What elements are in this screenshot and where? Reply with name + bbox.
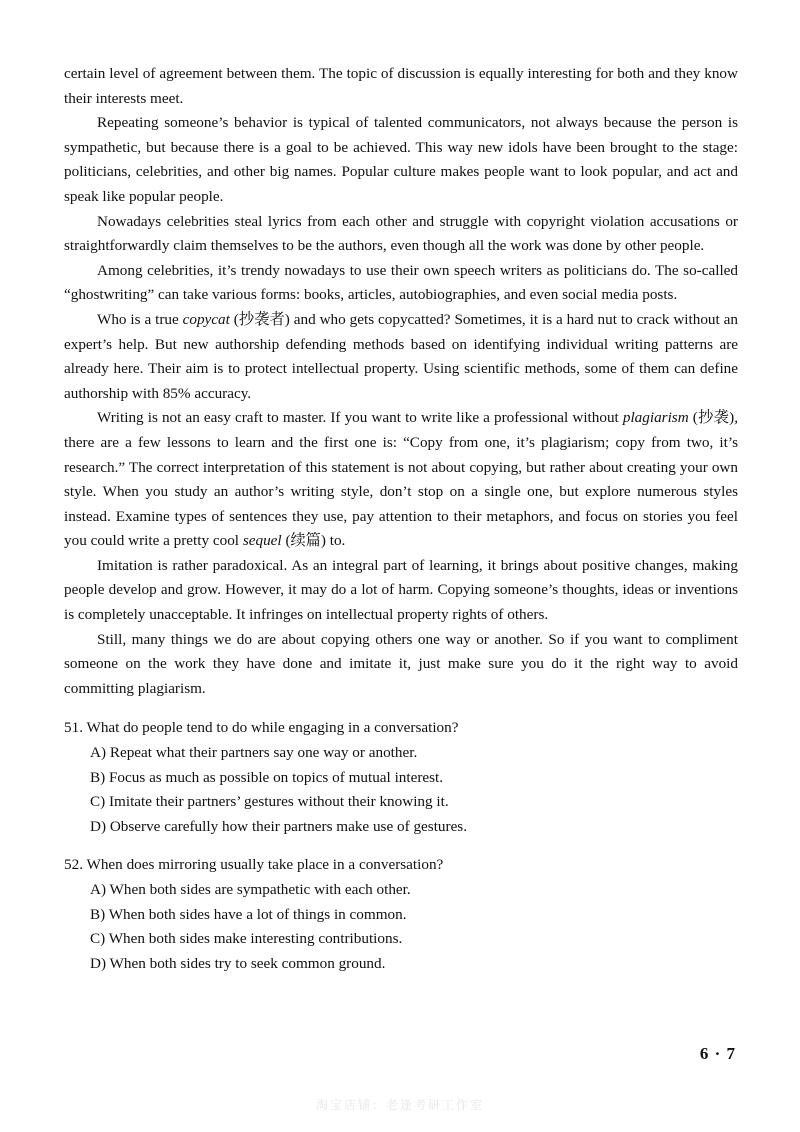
question-52 [64,853,738,976]
term-sequel: sequel [242,532,282,550]
paragraph-4: Among celebrities, it’s trendy nowadays to use their own speech writers as politicians do. The so-called “ghostwriting” can take various forms: books, articles, autobiographies, and even social media posts. [64,261,738,304]
paragraph-5 [64,308,738,406]
option-d: D) Observe carefully how their partners make use of gestures. [90,817,468,835]
paragraph-5-text-a: Who is a true [97,310,183,328]
option-a: A) Repeat what their partners say one way or another. [90,744,418,762]
paragraph-5-text-b: (抄袭者) and who gets copycatted? Sometimes, it is a hard nut to crack without an expert’s help. But new authorship defending methods based on identifying individual writing patterns are already here. Their aim is to protect intellectual property. Using scientific methods, some of them can define authorship with 85% accuracy. [64,310,738,402]
option-b: B) Focus as much as possible on topics of mutual interest. [90,768,444,786]
question-51 [64,716,738,839]
option-list [64,878,738,976]
questions-section [64,716,738,976]
document-page [64,62,738,990]
paragraph-2: Repeating someone’s behavior is typical of talented communicators, not always because the person is sympathetic, but because there is a goal to be achieved. This way new idols have been brought to the stage: politicians, celebrities, and other big names. Popular culture makes people want to look popular, and act and speak like popular people. [64,114,738,205]
page-number: 6 · 7 [699,1044,736,1063]
question-stem: 52. When does mirroring usually take place in a conversation? [64,856,444,874]
reading-passage [64,62,738,701]
option-c: C) When both sides make interesting contributions. [90,930,403,948]
paragraph-6 [64,406,738,554]
option-a: A) When both sides are sympathetic with each other. [90,881,411,898]
option-c: C) Imitate their partners’ gestures without their knowing it. [90,793,449,811]
paragraph-6-text-b: (抄袭), there are a few lessons to learn and the first one is: “Copy from one, it’s plagiarism; copy from two, it’s research.” The correct interpretation of this statement is not about copying, but rather about creating your own style. When you study an author’s writing style, don’t stop on a single one, but explore numerous styles instead. Examine types of sentences they use, pay attention to their metaphors, and focus on stories you feel you could write a pretty cool [64,409,738,550]
option-b: B) When both sides have a lot of things in common. [90,905,407,923]
paragraph-6-text-c: (续篇) to. [281,532,346,550]
term-plagiarism: plagiarism [622,409,689,427]
option-list [64,741,738,839]
paragraph-1: certain level of agreement between them. The topic of discussion is equally interesting for both and they know their interests meet. [64,65,738,107]
paragraph-8: Still, many things we do are about copying others one way or another. So if you want to compliment someone on the work they have done and imitate it, just make sure you do it the right way to avoid committing plagiarism. [64,630,738,697]
paragraph-3: Nowadays celebrities steal lyrics from each other and struggle with copyright violation accusations or straightforwardly claim themselves to be the authors, even though all the work was done by other people. [64,212,738,255]
paragraph-7: Imitation is rather paradoxical. As an integral part of learning, it brings about positive changes, making people develop and grow. However, it may do a lot of harm. Copying someone’s thoughts, ideas or inventions is completely unacceptable. It infringes on intellectual property rights of others. [64,556,738,624]
question-stem: 51. What do people tend to do while engaging in a conversation? [64,719,459,737]
term-copycat: copycat [182,310,230,328]
watermark: 淘宝店铺：老逢考研工作室 [315,1098,484,1112]
paragraph-6-text-a: Writing is not an easy craft to master. If you want to write like a professional without [97,409,623,427]
option-d: D) When both sides try to seek common ground. [90,954,386,972]
